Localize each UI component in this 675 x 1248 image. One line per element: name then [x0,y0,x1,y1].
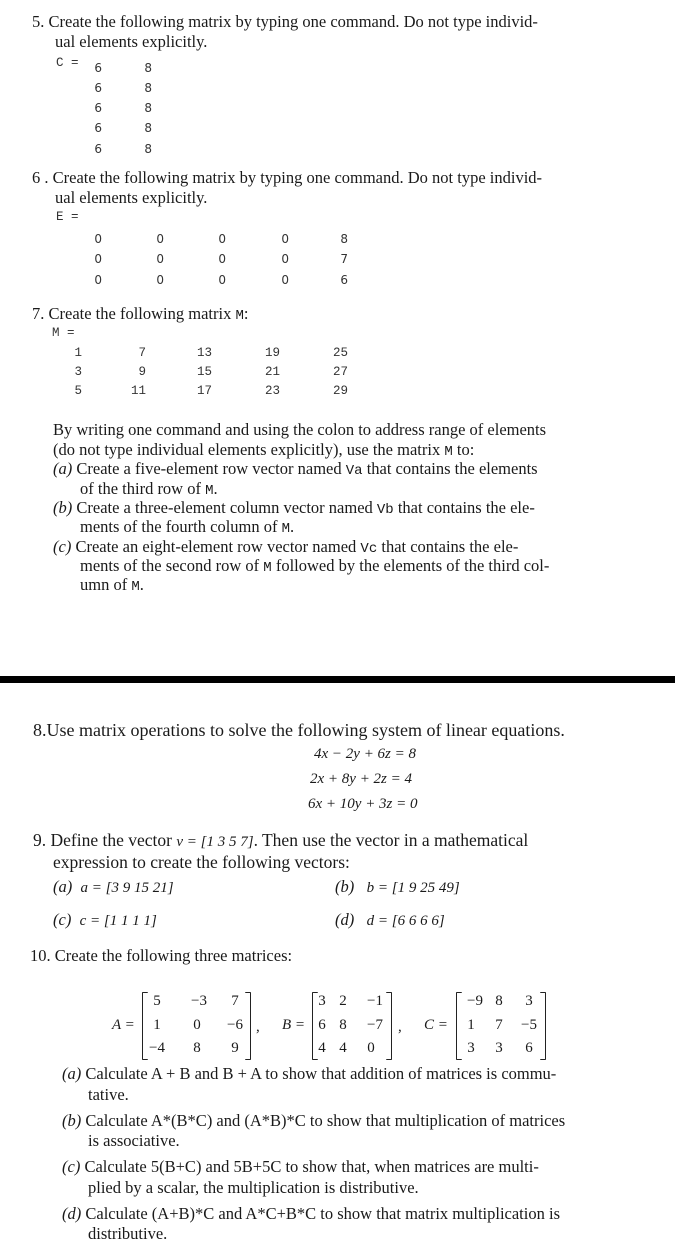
p10-part-a-line1: (a) Calculate A + B and B + A to show that addition of matrices is commu- [62,1064,557,1083]
p7-part-b-line1: (b) Create a three-element column vector named Vb that contains the ele- [53,498,535,518]
p6-line1: 6 . Create the following matrix by typing one command. Do not type individ- [32,168,543,187]
p10-part-b-line2: is associative. [88,1131,180,1150]
matrix-cell: 0 [367,1040,375,1056]
matrix-cell: 9 [231,1040,239,1056]
matrix-cell: 8 [339,1017,347,1033]
p7-part-c-line2: ments of the second row of M followed by the elements of the third col- [80,556,550,576]
matrix-cell: 3 [525,993,533,1009]
matrix-cell: 1 [467,1017,475,1033]
matrix-cell: 0 [218,252,226,266]
matrix-cell: 15 [196,365,212,379]
right-bracket [245,992,251,1060]
matrix-cell: 8 [144,121,152,135]
p5-line1: 5. Create the following matrix by typing one command. Do not type individ- [32,12,538,31]
matrix-cell: −4 [149,1040,165,1056]
matrix-cell: −1 [367,993,383,1009]
matrix-cell: 4 [339,1040,347,1056]
matrix-cell: −7 [367,1017,383,1033]
matrix-cell: 17 [196,384,212,398]
p8-equation-2: 2x + 8y + 2z = 4 [310,771,413,787]
matrix-cell: 0 [156,252,164,266]
p10-part-c-line1: (c) Calculate 5(B+C) and 5B+5C to show that, when matrices are multi- [62,1157,539,1176]
matrix-cell: −9 [467,993,483,1009]
matrix-cell: 6 [318,1017,326,1033]
matrix-cell: 0 [193,1017,201,1033]
matrix-a-label: A = [112,1017,135,1033]
matrix-cell: −3 [191,993,207,1009]
matrix-cell: 6 [525,1040,533,1056]
matrix-cell: 6 [94,101,102,115]
comma: , [256,1019,260,1035]
p8-equation-1: 4x − 2y + 6z = 8 [314,746,417,762]
p5-matrix-label: C = [56,56,79,70]
matrix-cell: −5 [521,1017,537,1033]
matrix-cell: 8 [144,101,152,115]
matrix-cell: 0 [218,232,226,246]
matrix-cell: 8 [340,232,348,246]
p7-part-a-line2: of the third row of M. [80,479,218,499]
p8-title: 8.Use matrix operations to solve the following system of linear equations. [33,720,565,740]
right-bracket [386,992,392,1060]
p9-line1: 9. Define the vector v = [1 3 5 7]. Then use the vector in a mathematical [33,830,529,850]
matrix-cell: 7 [231,993,239,1009]
matrix-cell: 21 [264,365,280,379]
p7-intro-line1: By writing one command and using the colon to address range of elements [53,420,547,439]
matrix-cell: 8 [144,142,152,156]
p10-part-d-line2: distributive. [88,1224,168,1243]
matrix-cell: 6 [94,81,102,95]
p10-title: 10. Create the following three matrices: [30,946,293,965]
matrix-cell: 2 [339,993,347,1009]
matrix-cell: 9 [138,365,146,379]
matrix-cell: 5 [153,993,161,1009]
p7-part-a-line1: (a) Create a five-element row vector named Va that contains the elements [53,459,538,479]
p6-matrix-label: E = [56,210,79,224]
matrix-cell: 11 [130,384,146,398]
matrix-cell: 0 [94,252,102,266]
matrix-cell: 19 [264,346,280,360]
matrix-cell: 3 [495,1040,503,1056]
right-bracket [540,992,546,1060]
matrix-cell: 0 [218,273,226,287]
comma: , [398,1019,402,1035]
p7-part-b-line2: ments of the fourth column of M. [80,517,295,537]
matrix-cell: 8 [144,81,152,95]
matrix-cell: 6 [94,61,102,75]
matrix-c-label: C = [424,1017,448,1033]
matrix-cell: 0 [281,252,289,266]
matrix-cell: 13 [196,346,212,360]
matrix-cell: 7 [340,252,348,266]
matrix-cell: 29 [332,384,348,398]
p7-matrix-label: M = [52,326,75,340]
matrix-cell: 5 [74,384,82,398]
p10-part-c-line2: plied by a scalar, the multiplication is distributive. [88,1178,419,1197]
p9-line2: expression to create the following vectors: [53,852,350,872]
matrix-cell: 1 [74,346,82,360]
p10-part-b-line1: (b) Calculate A*(B*C) and (A*B)*C to show that multiplication of matrices [62,1111,566,1130]
p7-part-c-line3: umn of M. [80,575,144,595]
matrix-cell: 3 [74,365,82,379]
p9-part-c: (c) c = [1 1 1 1] [53,910,157,929]
matrix-cell: 3 [467,1040,475,1056]
p10-part-d-line1: (d) Calculate (A+B)*C and A*C+B*C to show that matrix multiplication is [62,1204,560,1223]
matrix-cell: 7 [138,346,146,360]
p7-line1: 7. Create the following matrix M: [32,304,249,324]
matrix-cell: 27 [332,365,348,379]
p9-part-d: (d) d = [6 6 6 6] [335,910,445,929]
matrix-cell: 4 [318,1040,326,1056]
matrix-cell: 1 [153,1017,161,1033]
page-separator [0,676,675,683]
p10-part-a-line2: tative. [88,1085,129,1104]
matrix-cell: 0 [156,232,164,246]
p7-intro-line2: (do not type individual elements explicitly), use the matrix M to: [53,440,475,460]
matrix-cell: 0 [156,273,164,287]
matrix-cell: 25 [332,346,348,360]
p6-line2: ual elements explicitly. [55,188,208,207]
matrix-cell: 3 [318,993,326,1009]
matrix-cell: 6 [94,121,102,135]
p7-part-c-line1: (c) Create an eight-element row vector named Vc that contains the ele- [53,537,519,557]
matrix-cell: 0 [94,273,102,287]
matrix-cell: 8 [495,993,503,1009]
matrix-cell: 0 [281,273,289,287]
matrix-cell: 8 [144,61,152,75]
p9-part-a: (a) a = [3 9 15 21] [53,877,174,896]
matrix-cell: 23 [264,384,280,398]
matrix-cell: 6 [340,273,348,287]
matrix-cell: 6 [94,142,102,156]
matrix-cell: 0 [94,232,102,246]
p8-equation-3: 6x + 10y + 3z = 0 [308,796,418,812]
matrix-b-label: B = [282,1017,306,1033]
p5-line2: ual elements explicitly. [55,32,208,51]
matrix-cell: 7 [495,1017,503,1033]
matrix-cell: −6 [227,1017,243,1033]
p9-part-b: (b) b = [1 9 25 49] [335,877,460,896]
matrix-cell: 8 [193,1040,201,1056]
matrix-cell: 0 [281,232,289,246]
